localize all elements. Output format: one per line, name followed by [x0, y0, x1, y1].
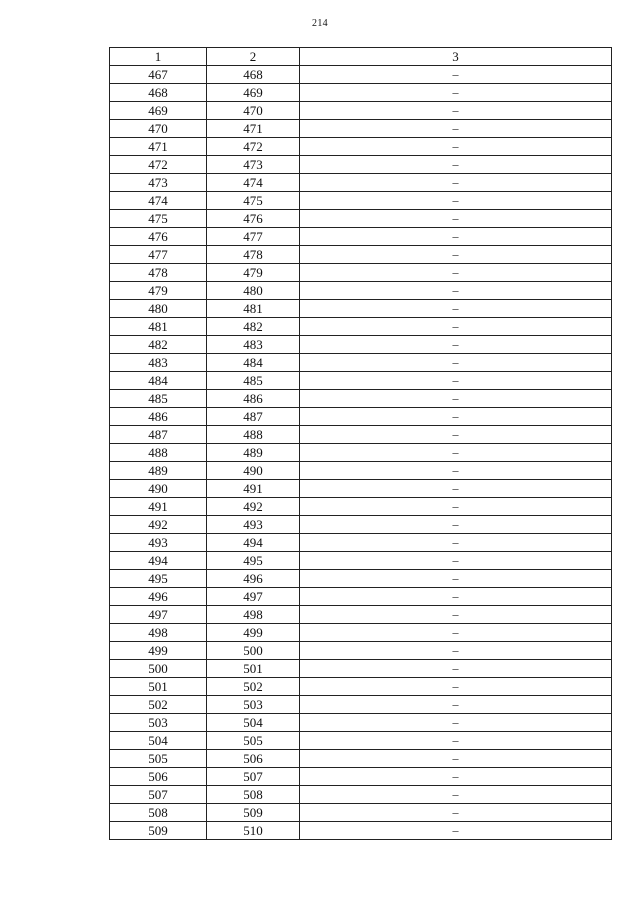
table-cell-col-1: 469 [110, 102, 207, 120]
table-row [110, 210, 612, 228]
table-cell-col-2: 494 [207, 534, 300, 552]
table-row [110, 750, 612, 768]
table-cell-col-3: – [300, 606, 612, 624]
table-cell-col-3: – [300, 552, 612, 570]
column-header-1: 1 [110, 48, 207, 66]
table-cell-col-3: – [300, 786, 612, 804]
table-cell-col-1: 480 [110, 300, 207, 318]
table-cell-col-1: 508 [110, 804, 207, 822]
table-cell-col-1: 491 [110, 498, 207, 516]
table-cell-col-3: – [300, 732, 612, 750]
table-row [110, 138, 612, 156]
table-cell-col-1: 497 [110, 606, 207, 624]
table-row [110, 732, 612, 750]
table-row [110, 552, 612, 570]
table-cell-col-1: 493 [110, 534, 207, 552]
table-cell-col-3: – [300, 138, 612, 156]
table-cell-col-1: 509 [110, 822, 207, 840]
table-cell-col-1: 498 [110, 624, 207, 642]
table-cell-col-2: 487 [207, 408, 300, 426]
table-cell-col-2: 477 [207, 228, 300, 246]
table-cell-col-3: – [300, 300, 612, 318]
table-row [110, 534, 612, 552]
table-cell-col-1: 467 [110, 66, 207, 84]
table-cell-col-3: – [300, 210, 612, 228]
table-cell-col-1: 502 [110, 696, 207, 714]
table-cell-col-1: 501 [110, 678, 207, 696]
table-row [110, 588, 612, 606]
table-cell-col-1: 483 [110, 354, 207, 372]
table-cell-col-2: 510 [207, 822, 300, 840]
table-cell-col-1: 473 [110, 174, 207, 192]
table-cell-col-3: – [300, 642, 612, 660]
table-cell-col-3: – [300, 696, 612, 714]
table-row [110, 84, 612, 102]
table-row [110, 570, 612, 588]
table-row [110, 300, 612, 318]
table-cell-col-1: 500 [110, 660, 207, 678]
table-cell-col-1: 504 [110, 732, 207, 750]
table-row [110, 156, 612, 174]
table-cell-col-2: 508 [207, 786, 300, 804]
table-cell-col-2: 495 [207, 552, 300, 570]
table-cell-col-3: – [300, 588, 612, 606]
table-cell-col-1: 477 [110, 246, 207, 264]
table-cell-col-2: 499 [207, 624, 300, 642]
table-row [110, 102, 612, 120]
table-cell-col-3: – [300, 714, 612, 732]
table-cell-col-2: 496 [207, 570, 300, 588]
table-cell-col-2: 469 [207, 84, 300, 102]
page-number: 214 [312, 18, 328, 29]
table-cell-col-3: – [300, 354, 612, 372]
table-cell-col-2: 475 [207, 192, 300, 210]
table-row [110, 786, 612, 804]
table-cell-col-2: 489 [207, 444, 300, 462]
table-row [110, 282, 612, 300]
table-cell-col-3: – [300, 624, 612, 642]
table-cell-col-2: 502 [207, 678, 300, 696]
table-cell-col-1: 487 [110, 426, 207, 444]
table-row [110, 516, 612, 534]
table-cell-col-3: – [300, 822, 612, 840]
table-row [110, 642, 612, 660]
table-cell-col-3: – [300, 462, 612, 480]
table-cell-col-2: 509 [207, 804, 300, 822]
table-cell-col-1: 475 [110, 210, 207, 228]
table-cell-col-3: – [300, 678, 612, 696]
table-cell-col-2: 476 [207, 210, 300, 228]
table-cell-col-2: 504 [207, 714, 300, 732]
table-cell-col-1: 507 [110, 786, 207, 804]
table-cell-col-1: 478 [110, 264, 207, 282]
table-cell-col-3: – [300, 318, 612, 336]
table-cell-col-1: 494 [110, 552, 207, 570]
table-cell-col-1: 482 [110, 336, 207, 354]
table-cell-col-3: – [300, 426, 612, 444]
table-cell-col-2: 492 [207, 498, 300, 516]
table-cell-col-2: 474 [207, 174, 300, 192]
table-cell-col-3: – [300, 156, 612, 174]
table-cell-col-1: 476 [110, 228, 207, 246]
table-cell-col-1: 503 [110, 714, 207, 732]
table-cell-col-3: – [300, 228, 612, 246]
table-cell-col-3: – [300, 102, 612, 120]
table-cell-col-1: 506 [110, 768, 207, 786]
table-cell-col-3: – [300, 534, 612, 552]
table-cell-col-1: 486 [110, 408, 207, 426]
table-row [110, 696, 612, 714]
table-cell-col-2: 507 [207, 768, 300, 786]
table-cell-col-3: – [300, 750, 612, 768]
table-cell-col-1: 492 [110, 516, 207, 534]
table-cell-col-2: 490 [207, 462, 300, 480]
table-cell-col-2: 482 [207, 318, 300, 336]
table-cell-col-1: 488 [110, 444, 207, 462]
table-cell-col-2: 479 [207, 264, 300, 282]
data-table [109, 47, 612, 840]
table-row [110, 822, 612, 840]
table-row [110, 768, 612, 786]
table-row [110, 264, 612, 282]
table-cell-col-3: – [300, 390, 612, 408]
table-row [110, 228, 612, 246]
table-cell-col-1: 495 [110, 570, 207, 588]
table-header-row [110, 48, 612, 66]
table-cell-col-3: – [300, 768, 612, 786]
table-row [110, 192, 612, 210]
table-cell-col-1: 481 [110, 318, 207, 336]
table-cell-col-2: 500 [207, 642, 300, 660]
table-cell-col-3: – [300, 804, 612, 822]
table-cell-col-2: 473 [207, 156, 300, 174]
table-cell-col-3: – [300, 480, 612, 498]
table-row [110, 372, 612, 390]
table-cell-col-2: 472 [207, 138, 300, 156]
table-row [110, 714, 612, 732]
table-cell-col-1: 499 [110, 642, 207, 660]
table-row [110, 498, 612, 516]
table-cell-col-3: – [300, 444, 612, 462]
column-header-3: 3 [300, 48, 612, 66]
table-row [110, 678, 612, 696]
table-cell-col-2: 480 [207, 282, 300, 300]
table-cell-col-1: 496 [110, 588, 207, 606]
table-cell-col-2: 498 [207, 606, 300, 624]
table-cell-col-2: 468 [207, 66, 300, 84]
table-row [110, 318, 612, 336]
table-cell-col-3: – [300, 120, 612, 138]
table-cell-col-2: 471 [207, 120, 300, 138]
table-cell-col-2: 493 [207, 516, 300, 534]
table-cell-col-1: 489 [110, 462, 207, 480]
table-row [110, 462, 612, 480]
table-cell-col-2: 506 [207, 750, 300, 768]
table-cell-col-3: – [300, 660, 612, 678]
table-cell-col-2: 505 [207, 732, 300, 750]
table-cell-col-2: 481 [207, 300, 300, 318]
table-cell-col-3: – [300, 66, 612, 84]
table-cell-col-2: 470 [207, 102, 300, 120]
table-row [110, 120, 612, 138]
table-cell-col-1: 472 [110, 156, 207, 174]
table-cell-col-3: – [300, 570, 612, 588]
table-row [110, 624, 612, 642]
table-cell-col-2: 485 [207, 372, 300, 390]
table-cell-col-2: 486 [207, 390, 300, 408]
table-cell-col-3: – [300, 498, 612, 516]
table-cell-col-2: 491 [207, 480, 300, 498]
table-row [110, 390, 612, 408]
table-cell-col-1: 468 [110, 84, 207, 102]
table-row [110, 804, 612, 822]
table-cell-col-3: – [300, 174, 612, 192]
table-row [110, 354, 612, 372]
table-cell-col-3: – [300, 264, 612, 282]
table-row [110, 606, 612, 624]
table-cell-col-1: 485 [110, 390, 207, 408]
table-row [110, 408, 612, 426]
table-body [110, 66, 612, 840]
table-cell-col-3: – [300, 84, 612, 102]
table-cell-col-3: – [300, 192, 612, 210]
table-cell-col-1: 484 [110, 372, 207, 390]
table-cell-col-1: 505 [110, 750, 207, 768]
table-row [110, 336, 612, 354]
table-cell-col-2: 497 [207, 588, 300, 606]
table-row [110, 246, 612, 264]
table-cell-col-1: 470 [110, 120, 207, 138]
table-cell-col-2: 503 [207, 696, 300, 714]
table-cell-col-2: 483 [207, 336, 300, 354]
table-cell-col-2: 478 [207, 246, 300, 264]
table-row [110, 660, 612, 678]
table-row [110, 66, 612, 84]
table-cell-col-2: 501 [207, 660, 300, 678]
table-cell-col-3: – [300, 372, 612, 390]
table-cell-col-2: 484 [207, 354, 300, 372]
table-row [110, 174, 612, 192]
table-cell-col-1: 490 [110, 480, 207, 498]
table-cell-col-1: 479 [110, 282, 207, 300]
table-cell-col-2: 488 [207, 426, 300, 444]
table-row [110, 426, 612, 444]
table-row [110, 444, 612, 462]
table-cell-col-3: – [300, 408, 612, 426]
table-cell-col-1: 474 [110, 192, 207, 210]
table-cell-col-1: 471 [110, 138, 207, 156]
table-cell-col-3: – [300, 246, 612, 264]
table-cell-col-3: – [300, 282, 612, 300]
table-cell-col-3: – [300, 336, 612, 354]
table-row [110, 480, 612, 498]
table-cell-col-3: – [300, 516, 612, 534]
column-header-2: 2 [207, 48, 300, 66]
